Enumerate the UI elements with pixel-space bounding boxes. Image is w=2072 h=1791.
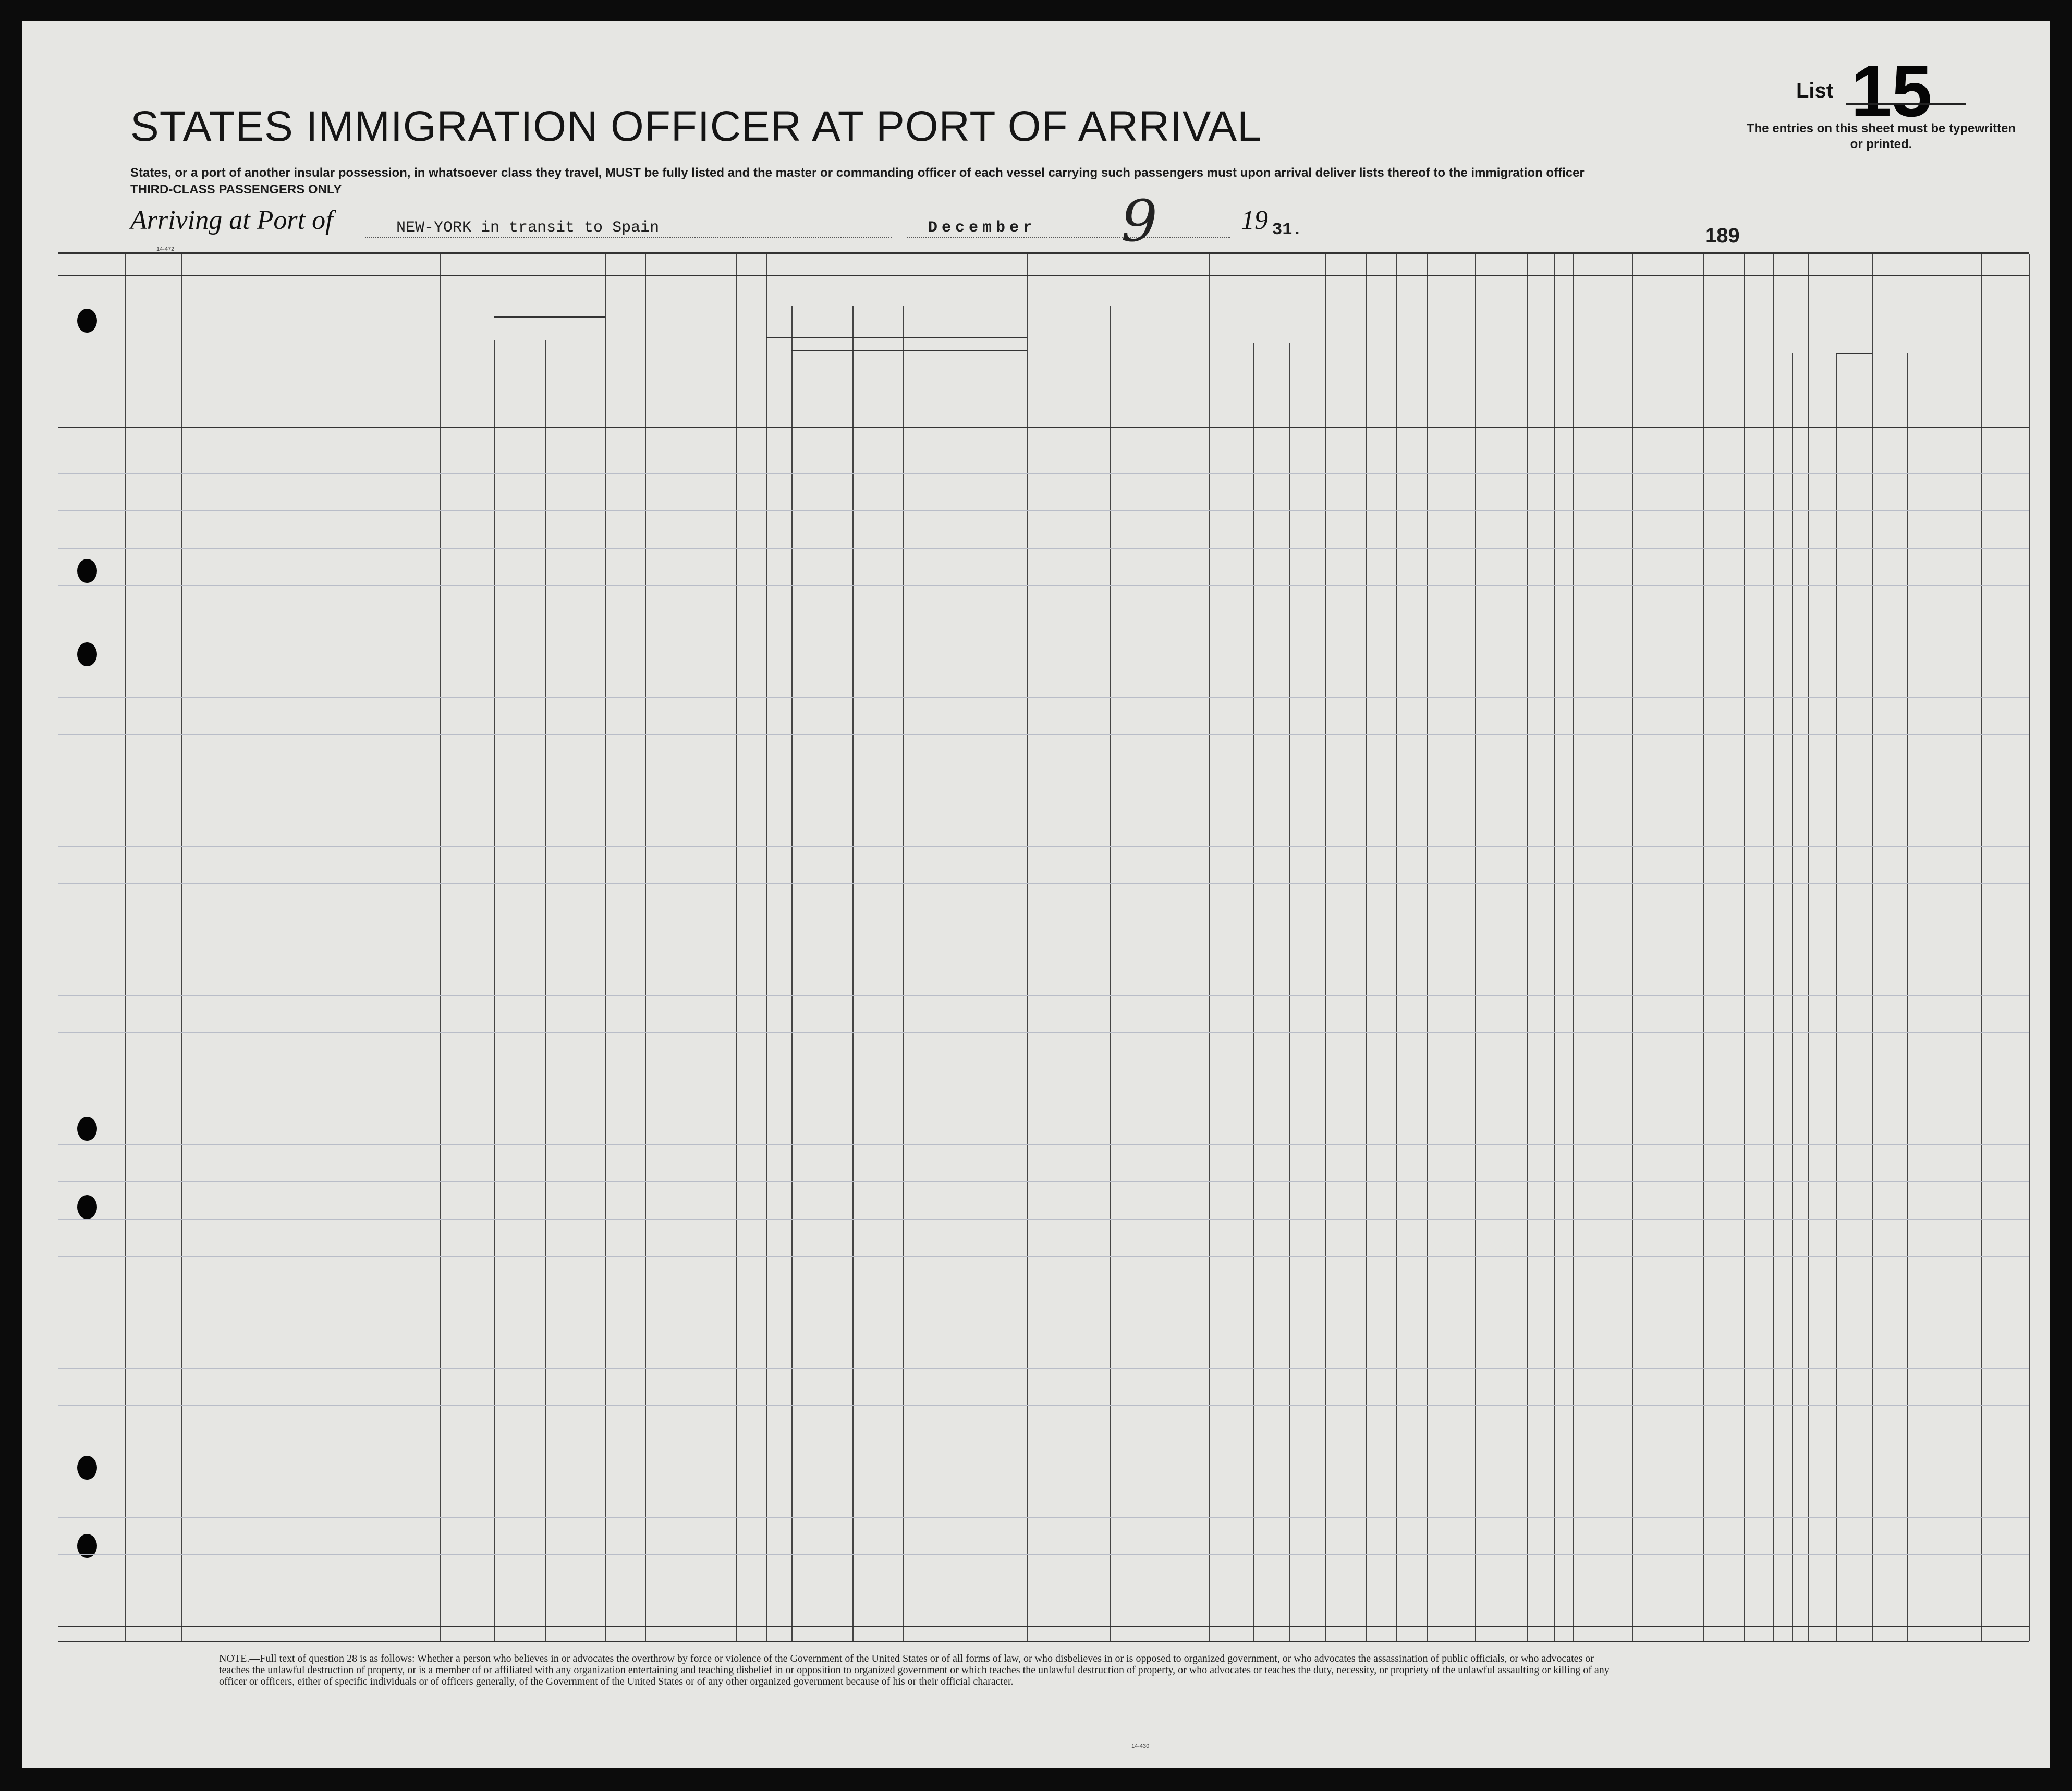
header-c26 bbox=[1368, 285, 1395, 421]
column-divider bbox=[1475, 254, 1476, 1641]
column-divider bbox=[2029, 254, 2030, 1641]
column-divider bbox=[1703, 254, 1704, 1641]
month-value: December bbox=[928, 219, 1037, 237]
year-prefix: 19 bbox=[1241, 205, 1268, 235]
column-divider bbox=[1209, 254, 1210, 1641]
footer-code: 14-430 bbox=[1131, 1743, 1150, 1749]
subheader-rule bbox=[494, 316, 605, 318]
column-divider bbox=[1872, 254, 1873, 1641]
class-line: THIRD-CLASS PASSENGERS ONLY bbox=[130, 182, 342, 197]
column-divider bbox=[1808, 254, 1809, 1641]
column-divider bbox=[605, 254, 606, 1641]
column-divider bbox=[1027, 254, 1028, 1641]
subheader-rule bbox=[1836, 353, 1872, 354]
subcolumn-divider bbox=[545, 340, 546, 1641]
header-c29 bbox=[1477, 285, 1525, 421]
table-footer-rule bbox=[58, 1626, 2029, 1627]
subcolumn-divider bbox=[494, 340, 495, 1641]
subcolumn-divider bbox=[1289, 343, 1290, 1641]
subcolumn-divider bbox=[1792, 353, 1793, 1641]
header-ticket bbox=[608, 285, 642, 421]
subcolumn-divider bbox=[903, 306, 904, 1641]
ruled-line bbox=[58, 585, 2029, 586]
column-divider bbox=[1554, 254, 1555, 1641]
manifest-table bbox=[58, 252, 2029, 1642]
list-note: The entries on this sheet must be typewritten or printed. bbox=[1746, 121, 2016, 151]
list-underline bbox=[1846, 103, 1966, 105]
ruled-line bbox=[58, 1181, 2029, 1182]
header-c28 bbox=[1429, 285, 1473, 421]
ruled-line bbox=[58, 1219, 2029, 1220]
header-c30 bbox=[1529, 285, 1552, 421]
ruled-line bbox=[58, 1032, 2029, 1033]
port-value: NEW-YORK in transit to Spain bbox=[396, 219, 660, 237]
list-label: List bbox=[1796, 79, 1834, 102]
subheader-rule bbox=[766, 337, 1027, 338]
subcolumn-divider bbox=[852, 306, 854, 1641]
column-number-rule bbox=[58, 275, 2029, 276]
ruled-line bbox=[58, 548, 2029, 549]
subcolumn-divider bbox=[1836, 353, 1837, 1641]
column-divider bbox=[1773, 254, 1774, 1641]
arriving-label: Arriving at Port of bbox=[130, 205, 333, 235]
header-c31 bbox=[1555, 285, 1572, 421]
column-divider bbox=[645, 254, 646, 1641]
ruled-line bbox=[58, 510, 2029, 511]
column-divider bbox=[181, 254, 182, 1641]
subcolumn-divider bbox=[1907, 353, 1908, 1641]
ruled-line bbox=[58, 697, 2029, 698]
column-divider bbox=[1981, 254, 1982, 1641]
subcolumn-divider bbox=[1110, 306, 1111, 1641]
header-purpose-c bbox=[1290, 345, 1323, 423]
column-divider bbox=[125, 254, 126, 1641]
ruled-line bbox=[58, 473, 2029, 474]
column-divider bbox=[1573, 254, 1574, 1641]
instruction-line: States, or a port of another insular possession, in whatsoever class they travel, MUST be fully listed and the master or commanding officer of each vessel carrying such passengers must upon arrival deliver lists thereof to the immigration officer bbox=[130, 166, 1585, 180]
date-line bbox=[907, 237, 1230, 238]
header-purpose-a bbox=[1212, 311, 1251, 423]
subcolumn-divider bbox=[791, 306, 793, 1641]
header-c25 bbox=[1326, 285, 1364, 421]
ruled-line bbox=[58, 995, 2029, 996]
ruled-line bbox=[58, 1405, 2029, 1406]
column-divider bbox=[736, 254, 737, 1641]
port-line bbox=[365, 237, 892, 238]
column-divider bbox=[1527, 254, 1528, 1641]
footnote: NOTE.—Full text of question 28 is as follows: Whether a person who believes in or advocates the overthrow by force or violence of the Government of the United States or of all forms of law, or who disbelieves in or is opposed to organized government, or who advocates the assassination of public officials, or who advocates or teaches the unlawful destruction of property, or is a member of or affiliated with any organization entertaining and teaching disbelief in or opposition to organized government or which teaches the unlawful destruction of property, or who advocates or teaches the duty, necessity, or propriety of the unlawful assaulting or killing of any officer or officers, either of specific individuals or of officers generally, of the Government of the United States or of any other organized government because of his or their official character. bbox=[219, 1653, 1610, 1687]
year-print: 189 bbox=[1705, 224, 1740, 247]
year-suffix: 31. bbox=[1272, 220, 1302, 239]
list-number: 15 bbox=[1851, 50, 1932, 132]
column-divider bbox=[1427, 254, 1428, 1641]
ruled-line bbox=[58, 1256, 2029, 1257]
ruled-line bbox=[58, 846, 2029, 847]
form-code: 14-472 bbox=[156, 246, 175, 252]
page-title: STATES IMMIGRATION OFFICER AT PORT OF ARRIVAL bbox=[130, 103, 1262, 150]
ruled-line bbox=[58, 883, 2029, 884]
day-handwritten: 9 bbox=[1121, 188, 1157, 254]
header-bottom-rule bbox=[58, 427, 2029, 428]
ruled-line bbox=[58, 1368, 2029, 1369]
header-purpose-b bbox=[1254, 345, 1287, 423]
column-divider bbox=[1366, 254, 1367, 1641]
column-divider bbox=[1325, 254, 1326, 1641]
header-possession-50 bbox=[741, 285, 762, 421]
ruled-line bbox=[58, 1144, 2029, 1145]
ruled-line bbox=[58, 1517, 2029, 1518]
subcolumn-divider bbox=[1253, 343, 1254, 1641]
column-divider bbox=[766, 254, 767, 1641]
subheader-rule bbox=[791, 350, 1027, 351]
ruled-line bbox=[58, 734, 2029, 735]
column-divider bbox=[440, 254, 441, 1641]
header-c27 bbox=[1398, 285, 1425, 421]
column-divider bbox=[1396, 254, 1397, 1641]
column-divider bbox=[1744, 254, 1745, 1641]
ruled-line bbox=[58, 1554, 2029, 1555]
column-divider bbox=[1632, 254, 1633, 1641]
